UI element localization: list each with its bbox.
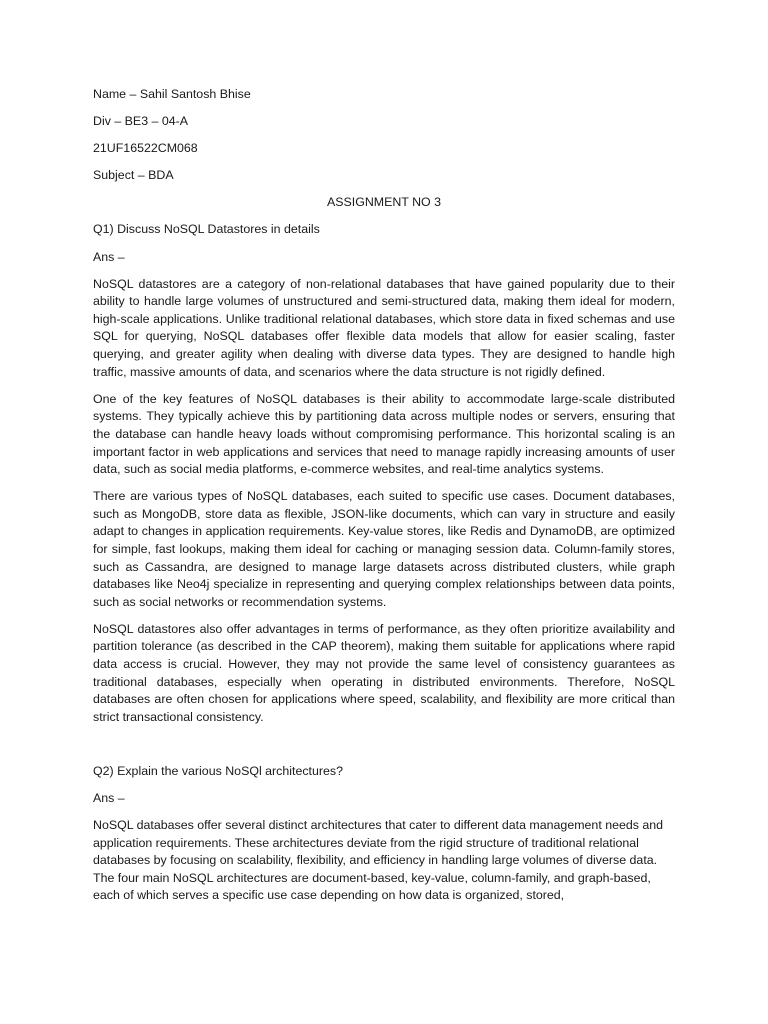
- subject: Subject – BDA: [93, 168, 174, 183]
- document-page: [93, 86, 675, 915]
- q2-question: Q2) Explain the various NoSQl architectures?: [93, 763, 343, 778]
- student-name: Name – Sahil Santosh Bhise: [93, 87, 251, 101]
- section-spacer: [93, 736, 675, 763]
- q1-paragraph-4: NoSQL datastores also offer advantages in terms of performance, as they often prioritize availability and partition tolerance (as described in the CAP theorem), making them suitable for applications where rapid data access is crucial. However, they may not provide the same level of consistency guarantees as traditional databases, especially when operating in distributed environments. Therefore, NoSQL databases are often chosen for applications where speed, scalability, and flexibility are more critical than strict transactional consistency.: [93, 621, 675, 724]
- division: Div – BE3 – 04-A: [93, 114, 189, 129]
- q1-answer-label: Ans –: [93, 249, 125, 264]
- q1-question: Q1) Discuss NoSQL Datastores in details: [93, 222, 320, 237]
- q2-paragraph-1: NoSQL databases offer several distinct architectures that cater to different data management needs and application requirements. These architectures deviate from the rigid structure of traditional relational databases by focusing on scalability, flexibility, and efficiency in handling large volumes of diverse data. The four main NoSQL architectures are document-based, key-value, column-family, and graph-based, each of which serves a specific use case depending on how data is organized, stored,: [93, 818, 664, 903]
- q1-paragraph-1: NoSQL datastores are a category of non-relational databases that have gained popularity due to their ability to handle large volumes of unstructured and semi-structured data, making them ideal for modern, high-scale applications. Unlike traditional relational databases, which store data in fixed schemas and use SQL for querying, NoSQL databases offer flexible data models that allow for easier scaling, faster querying, and greater agility when dealing with diverse data types. They are designed to handle high traffic, massive amounts of data, and scenarios where the data structure is not rigidly defined.: [93, 276, 675, 379]
- assignment-title: ASSIGNMENT NO 3: [326, 195, 442, 210]
- q1-paragraph-2: One of the key features of NoSQL databases is their ability to accommodate large-scale distributed systems. They typically achieve this by partitioning data across multiple nodes or servers, ensuring that the database can handle heavy loads without compromising performance. This horizontal scaling is an important factor in web applications and services that need to manage rapidly increasing amounts of user data, such as social media platforms, e-commerce websites, and real-time analytics systems.: [93, 391, 675, 477]
- q2-answer-label: Ans –: [93, 791, 125, 805]
- roll-number: 21UF16522CM068: [93, 141, 198, 156]
- q1-paragraph-3: There are various types of NoSQL databases, each suited to specific use cases. Document databases, such as MongoDB, store data as flexible, JSON-like documents, which can vary in structure and easily adapt to changes in application requirements. Key-value stores, like Redis and DynamoDB, are optimized for simple, fast lookups, making them ideal for caching or managing session data. Column-family stores, such as Cassandra, are designed to manage large datasets across distributed clusters, while graph databases like Neo4j specialize in representing and querying complex relationships between data points, such as social networks or recommendation systems.: [93, 489, 675, 609]
